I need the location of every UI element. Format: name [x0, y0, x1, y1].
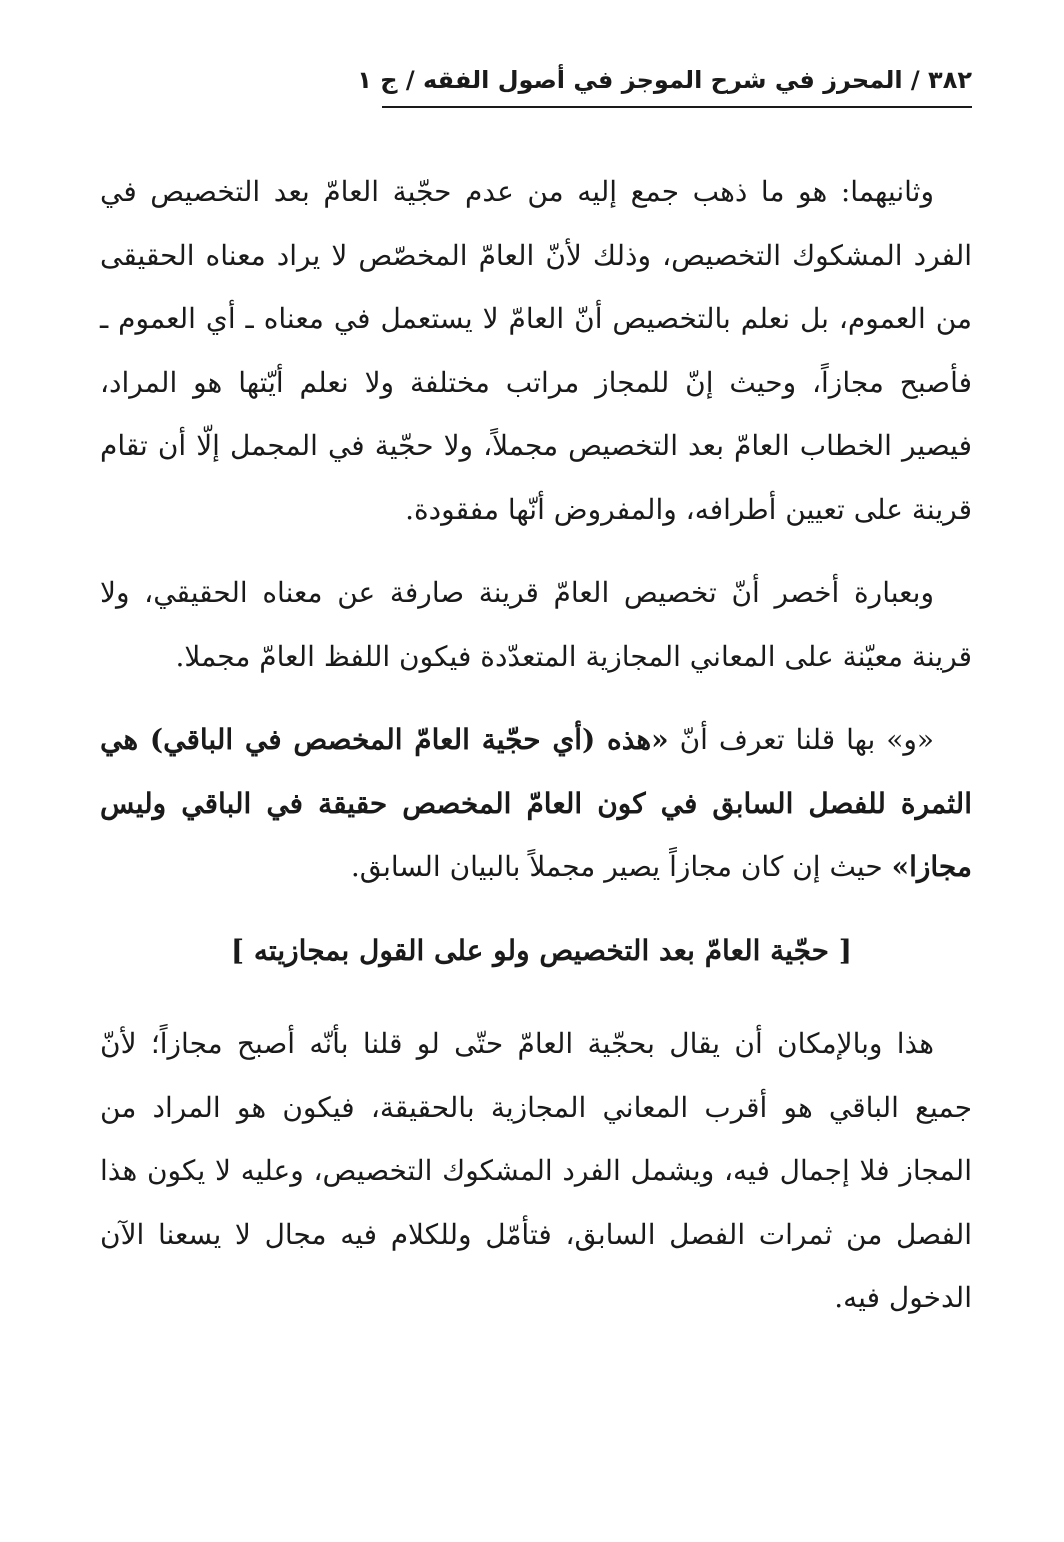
paragraph-fruit-of-previous-chapter: [100, 708, 972, 899]
section-heading: [100, 919, 972, 983]
page-body: [100, 160, 972, 1330]
quoted-matn-text: «هذه (أي حجّية العامّ المخصص في الباقي) هي الثمرة للفصل السابق في كون العامّ المخصص حقيقة في الباقي وليس مجازا»: [100, 723, 972, 883]
paragraph-short-phrasing: وبعبارة أخصر أنّ تخصيص العامّ قرينة صارفة عن معناه الحقيقي، ولا قرينة معيّنة على المعاني المجازية المتعدّدة فيكون اللفظ العامّ مجملا.: [100, 576, 972, 673]
paragraph-fruit-opening: «و» بها قلنا تعرف أنّ: [668, 723, 934, 756]
header-rule: [382, 106, 972, 108]
section-heading-text: [ حجّية العامّ بعد التخصيص ولو على القول بمجازيته ]: [230, 933, 852, 967]
running-header: ٣٨٢ / المحرز في شرح الموجز في أصول الفقه / ج ١: [357, 66, 972, 94]
paragraph-second-opinion: وثانيهما: هو ما ذهب جمع إليه من عدم حجّية العامّ بعد التخصيص في الفرد المشكوك التخصيص، وذلك لأنّ العامّ المخصّص لا يراد معناه الحقيقى من العموم، بل نعلم بالتخصيص أنّ العامّ لا يستعمل في معناه ـ أي العموم ـ فأصبح مجازاً، وحيث إنّ للمجاز مراتب مختلفة ولا نعلم أيّتها هو المراد، فيصير الخطاب العامّ بعد التخصيص مجملاً، ولا حجّية في المجمل إلّا أن تقام قرينة على تعيين أطرافه، والمفروض أنّها مفقودة.: [100, 175, 973, 526]
paragraph-argument-for-validity: هذا وبالإمكان أن يقال بحجّية العامّ حتّى لو قلنا بأنّه أصبح مجازاً؛ لأنّ جميع الباقي هو أقرب المعاني المجازية بالحقيقة، فيكون هو المراد من المجاز فلا إجمال فيه، ويشمل الفرد المشكوك التخصيص، وعليه لا يكون هذا الفصل من ثمرات الفصل السابق، فتأمّل وللكلام فيه مجال لا يسعنا الآن الدخول فيه.: [100, 1027, 973, 1314]
paragraph-fruit-closing: حيث إن كان مجازاً يصير مجملاً بالبيان السابق.: [350, 850, 892, 883]
